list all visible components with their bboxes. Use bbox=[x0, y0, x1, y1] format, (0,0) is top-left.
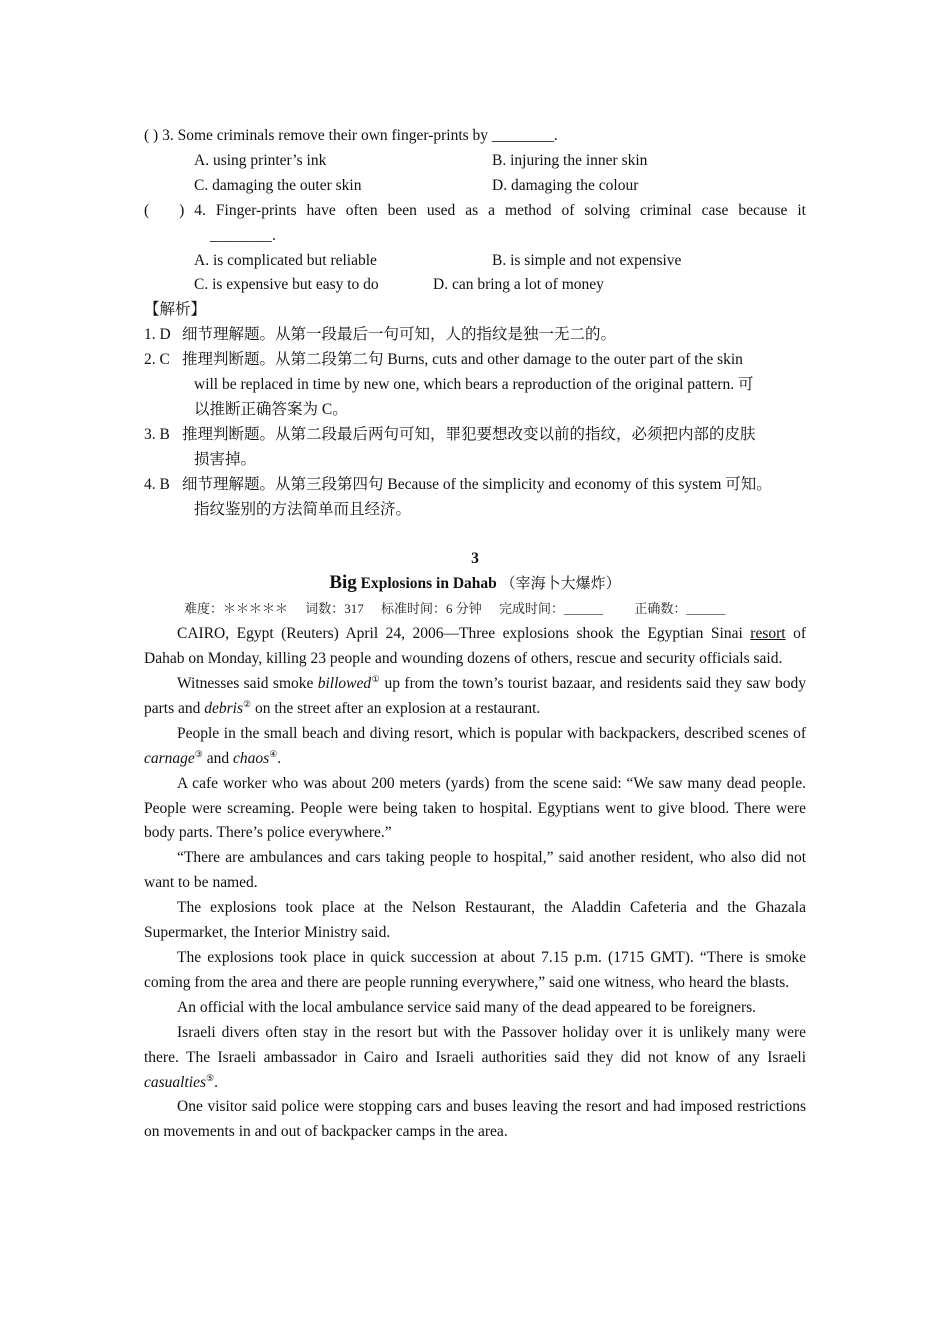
article-title-cn: （宰海卜大爆炸） bbox=[500, 576, 621, 593]
question-4 bbox=[144, 199, 806, 224]
analysis-text: 推理判断题。从第二段最后两句可知，罪犯要想改变以前的指纹，必须把内部的皮肤 bbox=[182, 425, 756, 443]
question-4-blank: ________. bbox=[210, 226, 276, 244]
paragraph: An official with the local ambulance service said many of the dead appeared to be foreigners. bbox=[177, 998, 757, 1016]
answer-number: 2. C bbox=[144, 351, 170, 369]
answer-number: 1. D bbox=[144, 326, 171, 344]
paragraph: Witnesses said smoke billowed① up from the town’s tourist bazaar, and residents said they saw body parts and debris② on the street after an explosion at a restaurant. bbox=[144, 674, 806, 717]
option-a: A. using printer’s ink bbox=[194, 151, 327, 169]
analysis-text: 指纹鉴别的方法简单而且经济。 bbox=[194, 500, 412, 518]
analysis-text: 细节理解题。从第一段最后一句可知，人的指纹是独一无二的。 bbox=[182, 326, 617, 344]
option-d: D. damaging the colour bbox=[492, 176, 639, 194]
document-page bbox=[144, 124, 806, 1145]
question-4-options-cd bbox=[144, 273, 806, 298]
option-d: D. can bring a lot of money bbox=[433, 276, 604, 294]
paragraph: People in the small beach and diving resort, which is popular with backpackers, described scenes of carnage③ and chaos④. bbox=[144, 724, 806, 767]
paragraph: CAIRO, Egypt (Reuters) April 24, 2006—Three explosions shook the Egyptian Sinai resort of Dahab on Monday, killing 23 people and wounding dozens of others, rescue and security officials said. bbox=[144, 625, 806, 668]
analysis-text: 细节理解题。从第三段第四句 Because of the simplicity and economy of this system 可知。 bbox=[182, 475, 772, 493]
option-b: B. injuring the inner skin bbox=[492, 151, 648, 169]
analysis-item bbox=[144, 423, 806, 473]
analysis-item bbox=[144, 323, 806, 348]
analysis-header: 【解析】 bbox=[144, 301, 207, 319]
analysis-text: 损害掉。 bbox=[194, 450, 257, 468]
analysis-item bbox=[144, 348, 806, 423]
analysis-text: will be replaced in time by new one, which bears a reproduction of the original pattern. 可 bbox=[194, 376, 754, 394]
option-c: C. damaging the outer skin bbox=[194, 176, 362, 194]
paragraph: The explosions took place at the Nelson Restaurant, the Aladdin Cafeteria and the Ghazala Supermarket, the Interior Ministry said. bbox=[144, 899, 806, 942]
completion-time: 完成时间：______ bbox=[499, 601, 604, 617]
question-3: ( ) 3. Some criminals remove their own finger-prints by ________. bbox=[144, 127, 558, 144]
question-4-text: ( ) 4. Finger-prints have often been used as a method of solving criminal case because it bbox=[144, 201, 806, 219]
word-count: 词数：317 bbox=[305, 601, 364, 617]
question-4-options-ab bbox=[144, 249, 806, 274]
standard-time: 标准时间：6 分钟 bbox=[381, 601, 482, 617]
question-3-options-cd bbox=[144, 174, 806, 199]
analysis-text: 以推断正确答案为 C。 bbox=[194, 400, 348, 418]
article-title: Big Explosions in Dahab （宰海卜大爆炸） bbox=[329, 572, 621, 594]
underlined-word: resort bbox=[750, 625, 786, 643]
reading-meta bbox=[144, 597, 806, 622]
paragraph: The explosions took place in quick succession at about 7.15 p.m. (1715 GMT). “There is smoke coming from the area and there are people running everywhere,” said one witness, who heard the blasts. bbox=[144, 949, 806, 991]
option-a: A. is complicated but reliable bbox=[194, 251, 377, 269]
paragraph: A cafe worker who was about 200 meters (yards) from the scene said: “We saw many dead people. People were screaming. People were being taken to hospital. Egyptians went to give blood. There were body parts. There’s police everywhere.” bbox=[144, 774, 806, 842]
answer-number: 4. B bbox=[144, 475, 170, 493]
question-3-options-ab bbox=[144, 149, 806, 174]
answer-number: 3. B bbox=[144, 425, 170, 443]
difficulty: 难度：＊＊＊＊＊ bbox=[184, 601, 289, 617]
correct-count: 正确数：______ bbox=[634, 601, 726, 617]
paragraph: “There are ambulances and cars taking people to hospital,” said another resident, who also did not want to be named. bbox=[144, 849, 806, 892]
paragraph: Israeli divers often stay in the resort but with the Passover holiday over it is unlikely many were there. The Israeli ambassador in Cairo and Israeli authorities said they did not know of any Israeli casualties⑤. bbox=[144, 1023, 806, 1091]
analysis-text: 推理判断题。从第二段第二句 Burns, cuts and other damage to the outer part of the skin bbox=[182, 351, 743, 369]
option-b: B. is simple and not expensive bbox=[492, 251, 682, 269]
section-number: 3 bbox=[471, 549, 479, 567]
analysis-item bbox=[144, 473, 806, 523]
paragraph: One visitor said police were stopping cars and buses leaving the resort and had imposed restrictions on movements in and out of backpacker camps in the area. bbox=[144, 1098, 806, 1141]
option-c: C. is expensive but easy to do bbox=[194, 276, 379, 294]
